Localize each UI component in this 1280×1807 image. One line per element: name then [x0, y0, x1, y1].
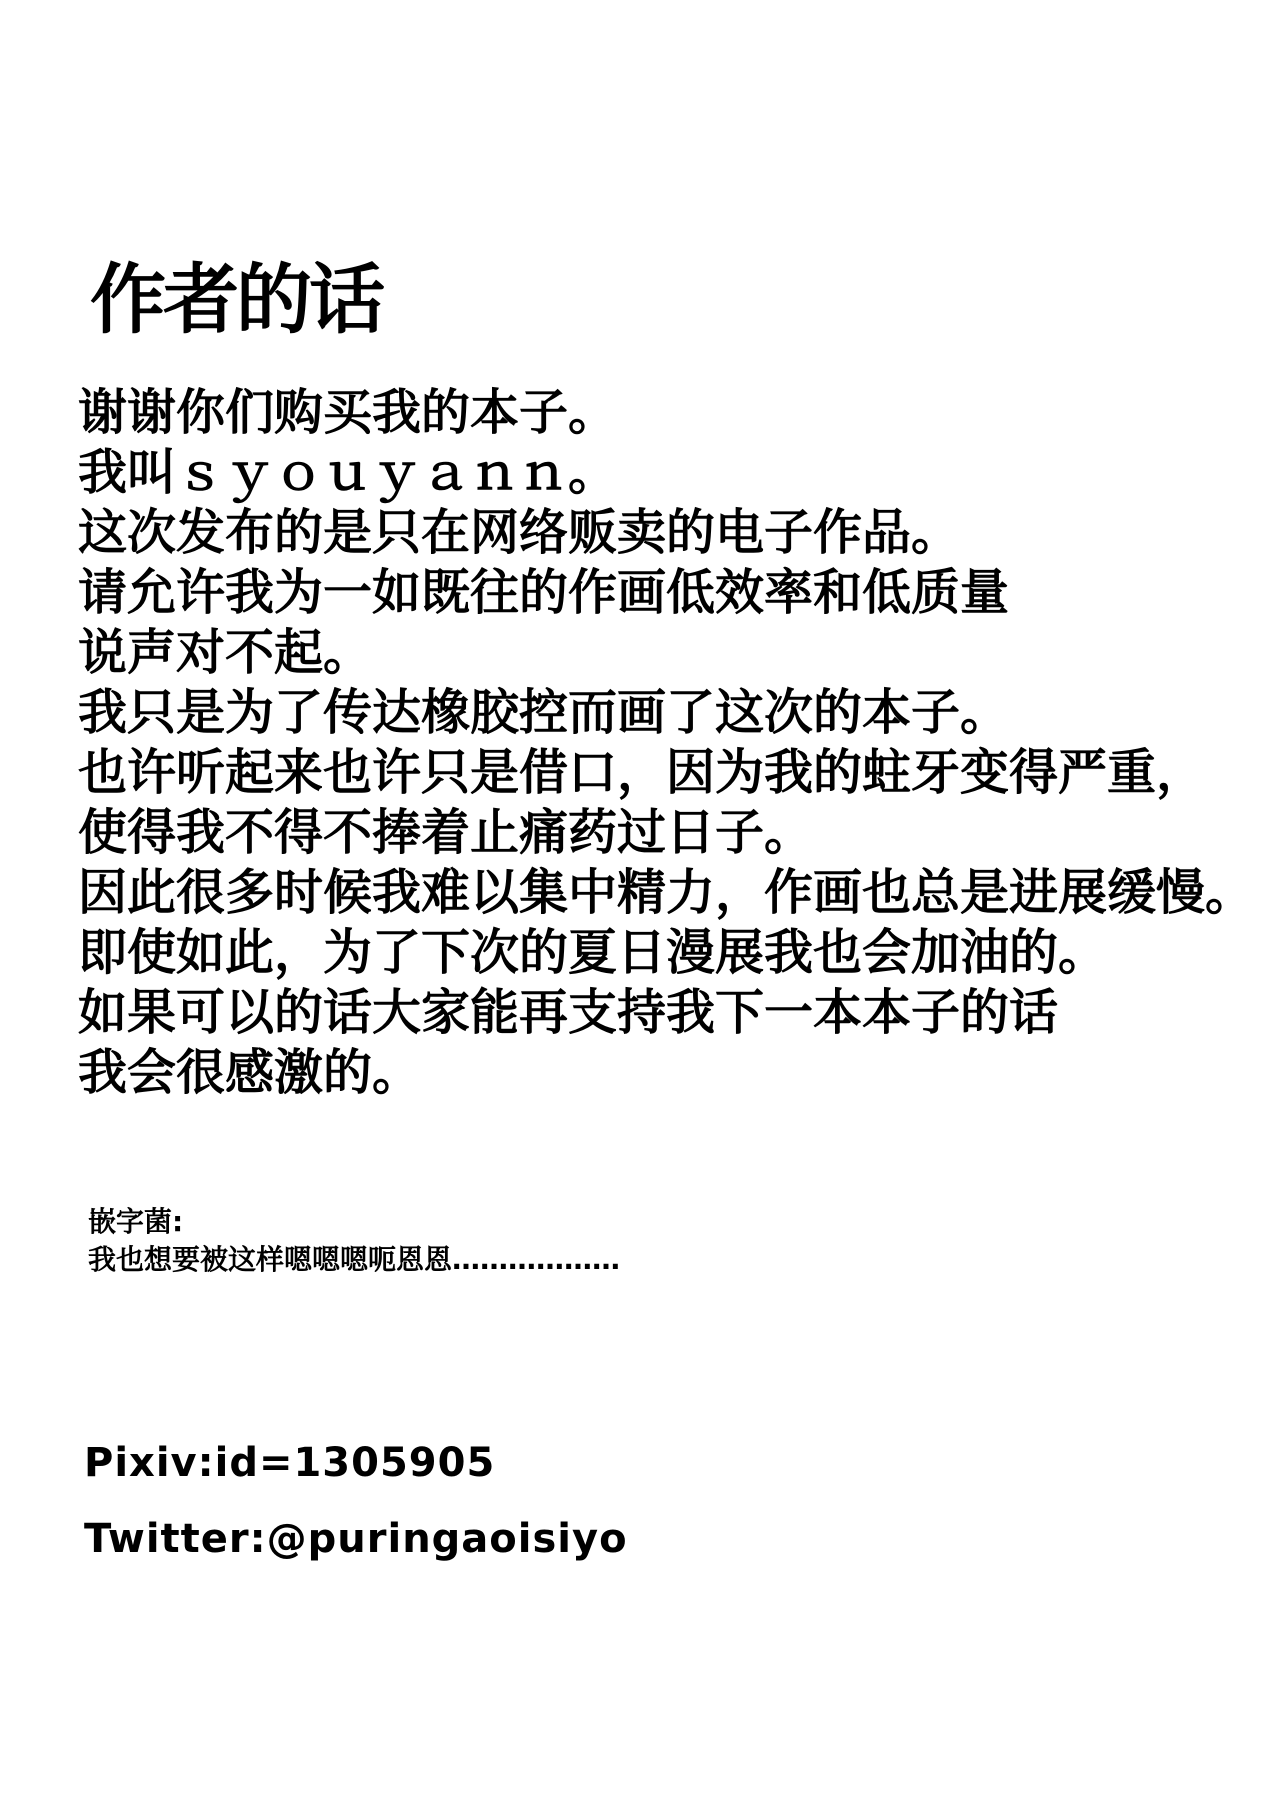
body-line: 也许听起来也许只是借口，因为我的蛀牙变得严重， — [78, 744, 1206, 801]
body-line: 即使如此，为了下次的夏日漫展我也会加油的。 — [78, 924, 1108, 981]
body-line: 请允许我为一如既往的作画低效率和低质量 — [78, 564, 1010, 621]
twitter-handle-text: Twitter:@puringaoisiyo — [84, 1516, 628, 1562]
body-line: 我只是为了传达橡胶控而画了这次的本子。 — [78, 684, 1010, 741]
typesetter-note-text: 我也想要被这样嗯嗯嗯呃恩恩……………… — [88, 1243, 621, 1276]
pixiv-id-text: Pixiv:id=1305905 — [84, 1440, 496, 1486]
body-line: 这次发布的是只在网络贩卖的电子作品。 — [78, 504, 961, 561]
typesetter-note-label: 嵌字菌: — [88, 1205, 184, 1238]
body-line: 因此很多时候我难以集中精力，作画也总是进展缓慢。 — [78, 864, 1255, 921]
body-line: 谢谢你们购买我的本子。 — [78, 384, 618, 441]
page-title: 作者的话 — [90, 255, 382, 344]
body-line: 如果可以的话大家能再支持我下一本本子的话 — [78, 984, 1059, 1041]
afterword-body — [78, 383, 1254, 1103]
body-line: 我叫ｓｙｏｕｙａｎｎ。 — [78, 444, 618, 501]
body-line: 说声对不起。 — [78, 624, 373, 681]
typesetter-note — [88, 1203, 620, 1279]
body-line: 我会很感激的。 — [78, 1044, 422, 1101]
body-line: 使得我不得不捧着止痛药过日子。 — [78, 804, 814, 861]
